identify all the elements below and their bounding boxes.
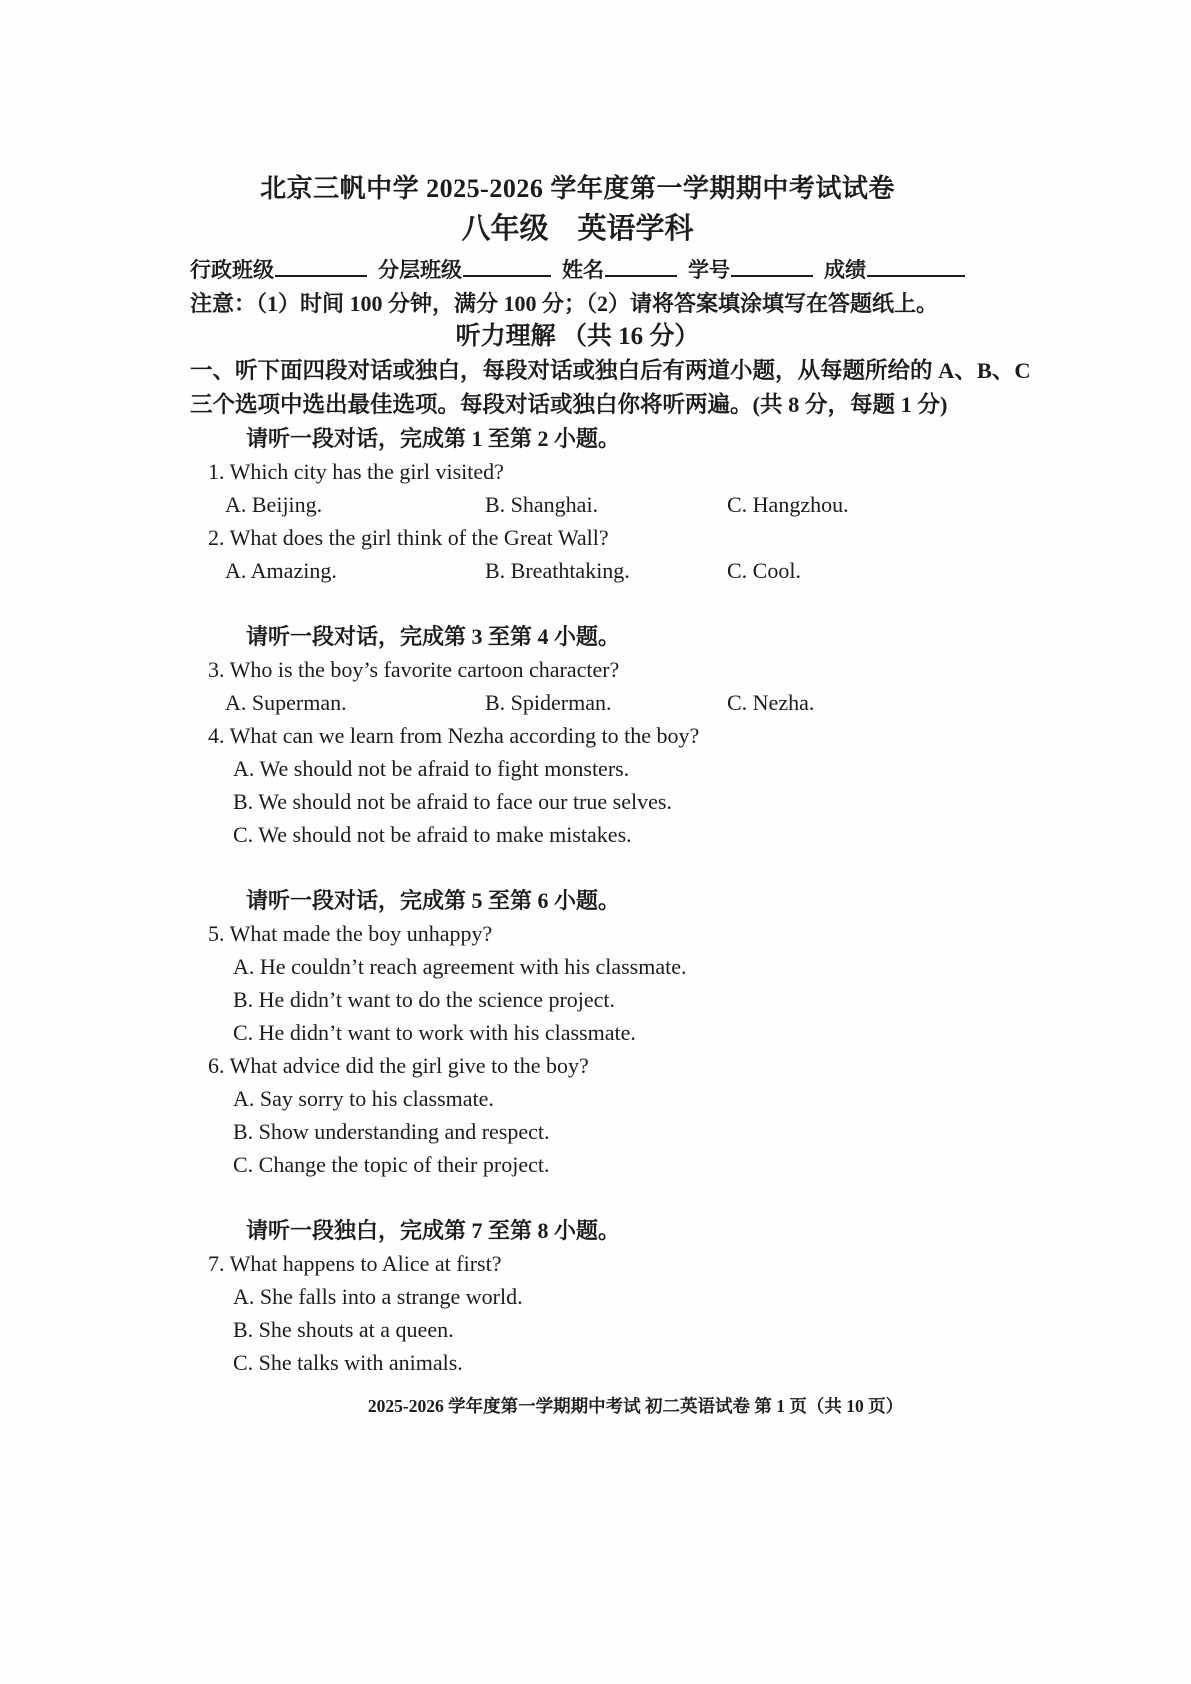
student-id-label: 学号 [688, 258, 730, 282]
info-field-layer-class [378, 254, 551, 286]
question-6-option-a: A. Say sorry to his classmate. [233, 1086, 494, 1111]
question-7-option-b: B. She shouts at a queen. [233, 1317, 454, 1342]
question-1-text: 1. Which city has the girl visited? [208, 459, 504, 484]
question-7-text: 7. What happens to Alice at first? [208, 1251, 502, 1276]
exam-title: 北京三帆中学 2025-2026 学年度第一学期期中考试试卷 [260, 174, 895, 203]
info-field-score [824, 254, 965, 286]
layer-class-blank [463, 257, 551, 277]
question-4-text: 4. What can we learn from Nezha according to the boy? [208, 723, 700, 748]
question-7-option-a: A. She falls into a strange world. [233, 1284, 523, 1309]
question-5-option-a: A. He couldn’t reach agreement with his classmate. [233, 954, 687, 979]
question-3-option-b: B. Spiderman. [485, 690, 612, 715]
question-6-option-c: C. Change the topic of their project. [233, 1152, 550, 1177]
group-3-prompt: 请听一段对话，完成第 5 至第 6 小题。 [246, 888, 621, 913]
question-1-option-c: C. Hangzhou. [727, 492, 849, 517]
score-label: 成绩 [824, 258, 866, 282]
exam-notice: 注意：（1）时间 100 分钟，满分 100 分；（2）请将答案填涂填写在答题纸上。 [190, 291, 939, 316]
question-3-text: 3. Who is the boy’s favorite cartoon character? [208, 657, 620, 682]
name-blank [605, 257, 677, 277]
listening-group-2 [190, 620, 965, 851]
listening-group-3 [190, 884, 965, 1181]
question-3-option-a: A. Superman. [225, 690, 347, 715]
group-1-prompt: 请听一段对话，完成第 1 至第 2 小题。 [246, 426, 621, 451]
part1-instruction-line1: 一、听下面四段对话或独白，每段对话或独白后有两道小题，从每题所给的 A、B、C [190, 358, 1031, 383]
listening-group-4 [190, 1214, 965, 1379]
question-3-options [190, 686, 965, 719]
score-blank [867, 257, 965, 277]
name-label: 姓名 [562, 258, 604, 282]
question-6-text: 6. What advice did the girl give to the boy? [208, 1053, 589, 1078]
question-1-options [190, 488, 965, 521]
question-2-options [190, 554, 965, 587]
group-2-prompt: 请听一段对话，完成第 3 至第 4 小题。 [246, 624, 621, 649]
question-5-option-c: C. He didn’t want to work with his classmate. [233, 1020, 636, 1045]
question-7-option-c: C. She talks with animals. [233, 1350, 463, 1375]
question-2-text: 2. What does the girl think of the Great Wall? [208, 525, 609, 550]
part1-instruction-line2: 三个选项中选出最佳选项。每段对话或独白你将听两遍。(共 8 分，每题 1 分) [190, 392, 948, 417]
question-4-option-b: B. We should not be afraid to face our true selves. [233, 789, 672, 814]
info-field-admin-class [190, 254, 367, 286]
question-2-option-b: B. Breathtaking. [485, 558, 630, 583]
question-2-option-c: C. Cool. [727, 558, 801, 583]
student-id-blank [731, 257, 813, 277]
listening-group-1 [190, 422, 965, 587]
admin-class-blank [275, 257, 367, 277]
section-title-listening: 听力理解 （共 16 分） [455, 323, 700, 350]
question-1-option-a: A. Beijing. [225, 492, 323, 517]
info-field-student-id [688, 254, 813, 286]
question-4-option-c: C. We should not be afraid to make mistakes. [233, 822, 632, 847]
question-5-text: 5. What made the boy unhappy? [208, 921, 493, 946]
layer-class-label: 分层班级 [378, 258, 462, 282]
info-field-name [562, 254, 677, 286]
question-2-option-a: A. Amazing. [225, 558, 337, 583]
exam-subtitle: 八年级 英语学科 [461, 213, 694, 245]
question-1-option-b: B. Shanghai. [485, 492, 599, 517]
student-info-row [190, 254, 965, 286]
group-4-prompt: 请听一段独白，完成第 7 至第 8 小题。 [246, 1218, 621, 1243]
page-footer: 2025-2026 学年度第一学期期中考试 初二英语试卷 第 1 页（共 10 页） [367, 1396, 904, 1416]
question-6-option-b: B. Show understanding and respect. [233, 1119, 550, 1144]
admin-class-label: 行政班级 [190, 258, 274, 282]
question-5-option-b: B. He didn’t want to do the science project. [233, 987, 616, 1012]
question-3-option-c: C. Nezha. [727, 690, 815, 715]
question-4-option-a: A. We should not be afraid to fight monsters. [233, 756, 630, 781]
